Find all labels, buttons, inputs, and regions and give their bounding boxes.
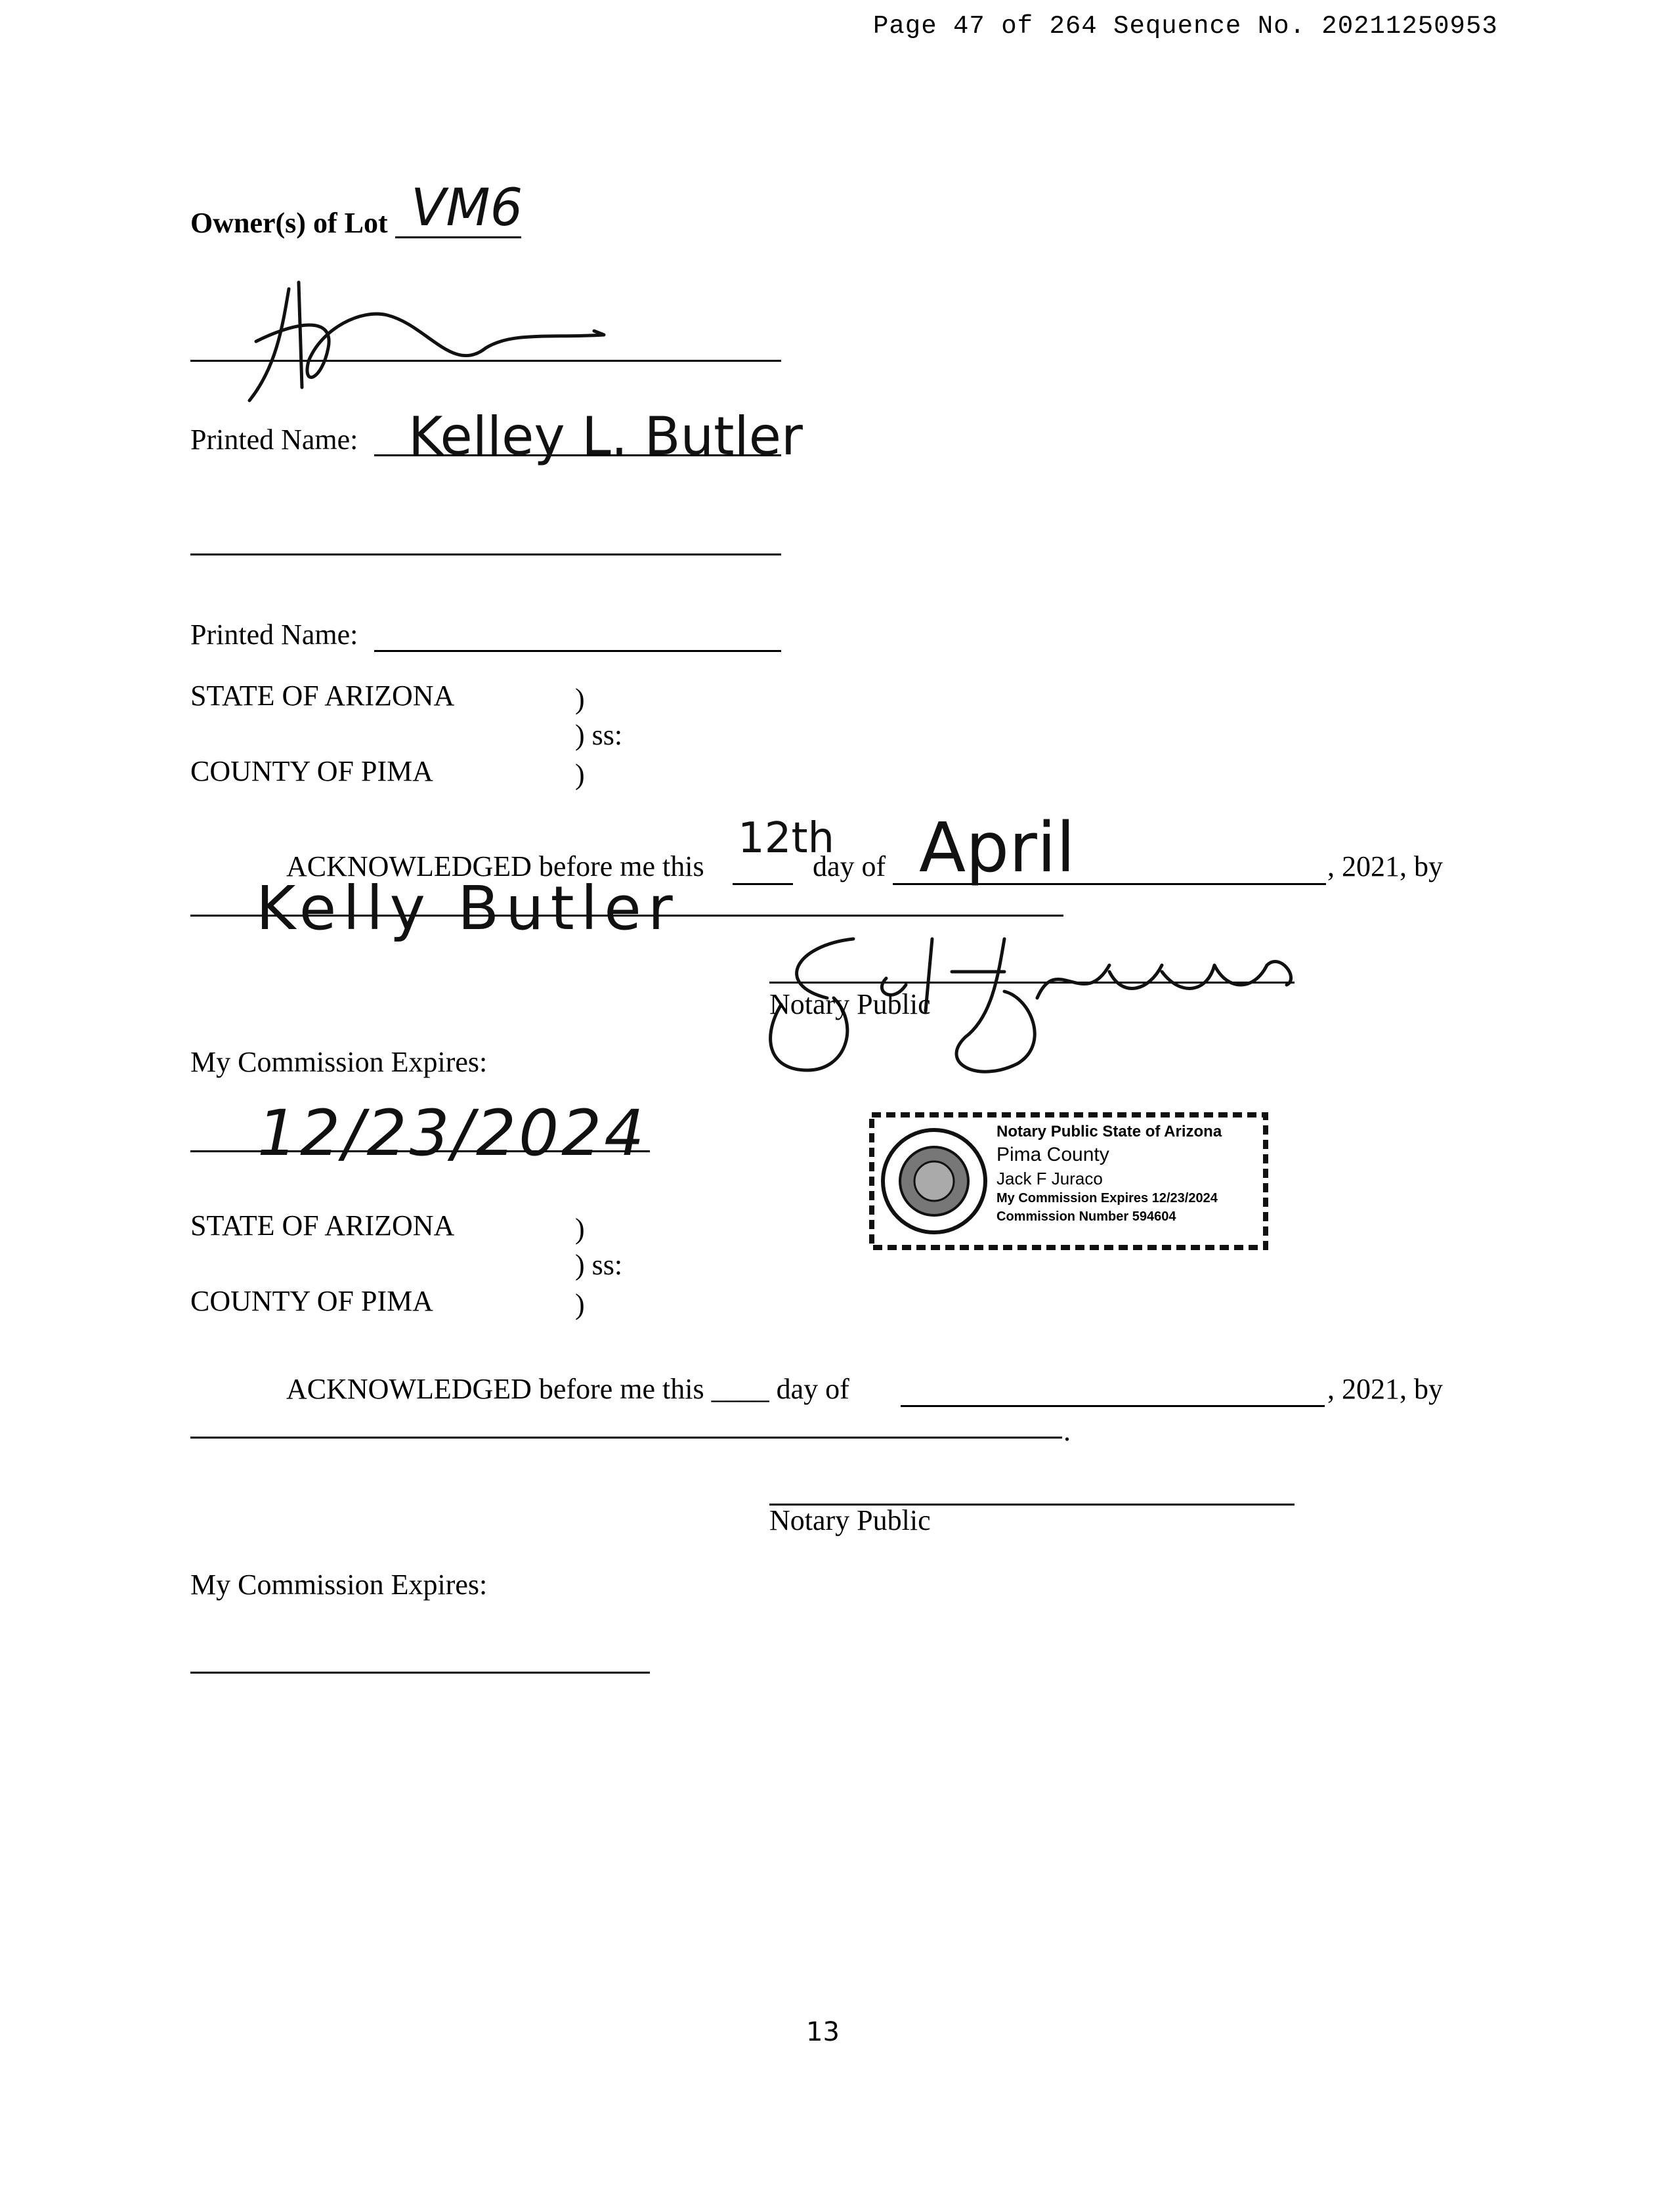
page-number: 13 [806, 2017, 840, 2047]
paren-1a: ) [575, 683, 585, 715]
notary-public-label-1: Notary Public [769, 988, 931, 1020]
stamp-line-5: Commission Number 594604 [996, 1209, 1176, 1224]
ack-prefix-1: ACKNOWLEDGED before me this [286, 850, 704, 882]
sequence-header: Page 47 of 264 Sequence No. 20211250953 [873, 12, 1498, 41]
notary-public-label-2: Notary Public [769, 1504, 931, 1536]
ack-prefix-2: ACKNOWLEDGED before me this ____ day of [286, 1373, 849, 1405]
ss-1: ) ss: [575, 719, 623, 751]
period-2: . [1063, 1415, 1071, 1447]
county-label-2: COUNTY OF PIMA [190, 1285, 433, 1317]
year-by-2: , 2021, by [1327, 1373, 1443, 1405]
printed-name-handwritten-1: Kelley L. Butler [408, 406, 803, 467]
stamp-line-3: Jack F Juraco [996, 1169, 1103, 1188]
day-line-1 [733, 883, 793, 885]
paren-2a: ) [575, 1213, 585, 1245]
owner-signature [236, 269, 617, 414]
county-label-1: COUNTY OF PIMA [190, 755, 433, 787]
lot-handwritten: VM6 [411, 179, 523, 238]
stamp-line-1: Notary Public State of Arizona [996, 1123, 1222, 1140]
printed-name-label-2: Printed Name: [190, 618, 358, 651]
signer-handwritten-1: Kelly Butler [256, 873, 679, 943]
month-line-2 [901, 1405, 1325, 1407]
stamp-line-2: Pima County [996, 1144, 1109, 1165]
printed-name-line-2 [374, 650, 781, 652]
year-by-1: , 2021, by [1327, 850, 1443, 882]
commission-label-2: My Commission Expires: [190, 1569, 488, 1601]
ss-2: ) ss: [575, 1249, 623, 1281]
signer-line-2 [190, 1437, 1062, 1439]
commission-handwritten-1: 12/23/2024 [257, 1096, 647, 1170]
printed-name-label-1: Printed Name: [190, 423, 358, 456]
month-handwritten-1: April [919, 808, 1075, 888]
commission-label-1: My Commission Expires: [190, 1046, 488, 1078]
lot-label: Owner(s) of Lot [190, 207, 388, 239]
owner-signature-line-2 [190, 553, 781, 555]
day-handwritten-1: 12th [738, 814, 835, 863]
state-label-1: STATE OF ARIZONA [190, 680, 455, 712]
state-label-2: STATE OF ARIZONA [190, 1209, 455, 1242]
notary-stamp [865, 1108, 1272, 1254]
commission-line-2 [190, 1672, 650, 1674]
paren-2c: ) [575, 1288, 585, 1320]
paren-1c: ) [575, 758, 585, 791]
day-of-1: day of [813, 850, 886, 882]
stamp-line-4: My Commission Expires 12/23/2024 [996, 1191, 1218, 1205]
